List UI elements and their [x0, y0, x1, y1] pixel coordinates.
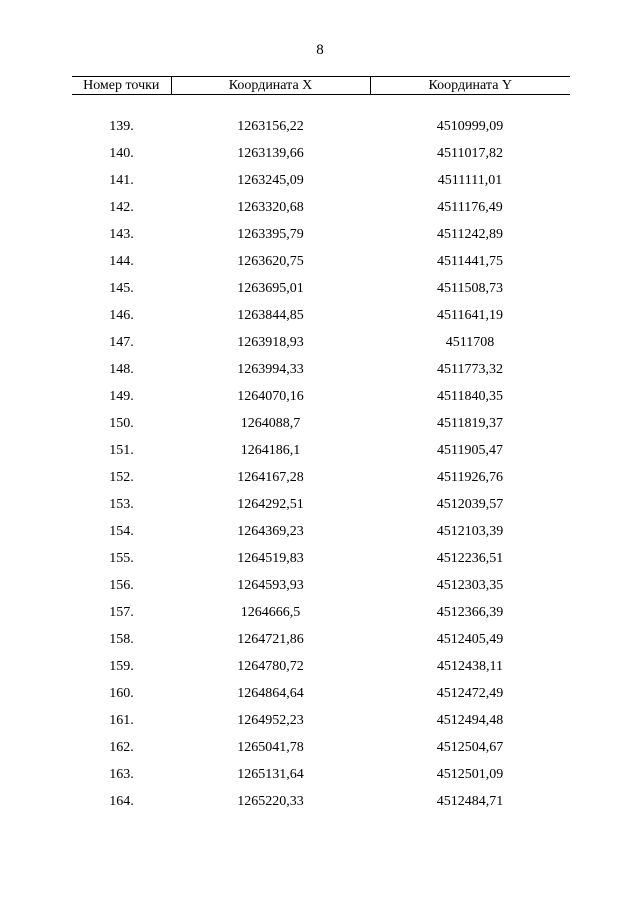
header-point-number: Номер точки [72, 77, 171, 95]
cell-point-number: 158. [109, 632, 134, 647]
cell-coordinate-x: 1264666,5 [240, 605, 301, 620]
table-header-row [72, 77, 570, 95]
table-row [72, 410, 570, 437]
cell-point-number: 156. [109, 578, 134, 593]
table-row [72, 707, 570, 734]
table-row [72, 680, 570, 707]
cell-coordinate-y: 4512405,49 [436, 632, 504, 647]
cell-point-number: 161. [109, 713, 134, 728]
cell-coordinate-x: 1263918,93 [237, 335, 304, 350]
cell-coordinate-x: 1263395,79 [237, 227, 304, 242]
cell-coordinate-x: 1265220,33 [237, 794, 304, 809]
cell-point-number: 152. [109, 470, 134, 485]
table-row [72, 572, 570, 599]
cell-point-number: 164. [109, 794, 134, 809]
cell-coordinate-y: 4511905,47 [437, 443, 503, 458]
cell-coordinate-x: 1264519,83 [237, 551, 304, 566]
header-coordinate-x: Координата X [171, 77, 370, 95]
cell-coordinate-x: 1263156,22 [237, 119, 304, 134]
table-row [72, 221, 570, 248]
table-row [72, 113, 570, 140]
cell-coordinate-y: 4512494,48 [436, 713, 504, 728]
cell-point-number: 144. [109, 254, 134, 269]
cell-coordinate-y: 4512472,49 [436, 686, 504, 701]
table-row [72, 167, 570, 194]
cell-coordinate-x: 1264780,72 [237, 659, 304, 674]
cell-coordinate-x: 1264070,16 [237, 389, 304, 404]
cell-coordinate-y: 4511242,89 [437, 227, 503, 242]
cell-coordinate-x: 1264952,23 [237, 713, 304, 728]
cell-coordinate-x: 1263844,85 [237, 308, 304, 323]
cell-coordinate-y: 4511641,19 [437, 308, 503, 323]
table-row [72, 437, 570, 464]
cell-coordinate-x: 1264292,51 [237, 497, 304, 512]
table-row [72, 599, 570, 626]
table-row [72, 302, 570, 329]
table-body [72, 95, 570, 816]
cell-coordinate-x: 1264186,1 [240, 443, 301, 458]
table-row [72, 140, 570, 167]
page-number: 8 [316, 42, 324, 58]
table-row [72, 194, 570, 221]
cell-coordinate-x: 1264593,93 [237, 578, 304, 593]
cell-coordinate-y: 4512236,51 [436, 551, 504, 566]
cell-coordinate-x: 1265131,64 [237, 767, 304, 782]
cell-point-number: 148. [109, 362, 134, 377]
cell-coordinate-y: 4512366,39 [436, 605, 504, 620]
cell-coordinate-x: 1264088,7 [240, 416, 301, 431]
cell-coordinate-x: 1265041,78 [237, 740, 304, 755]
cell-coordinate-x: 1263139,66 [237, 146, 304, 161]
cell-coordinate-y: 4512504,67 [436, 740, 504, 755]
cell-coordinate-x: 1263994,33 [237, 362, 304, 377]
table-spacer-row [72, 95, 570, 114]
table-row [72, 275, 570, 302]
table-row [72, 761, 570, 788]
table-row [72, 788, 570, 815]
cell-point-number: 151. [109, 443, 134, 458]
cell-point-number: 141. [109, 173, 134, 188]
cell-point-number: 139. [109, 119, 134, 134]
cell-point-number: 155. [109, 551, 134, 566]
cell-point-number: 147. [109, 335, 134, 350]
table-row [72, 545, 570, 572]
cell-coordinate-y: 4512039,57 [436, 497, 504, 512]
cell-coordinate-y: 4512438,11 [437, 659, 503, 674]
cell-coordinate-x: 1264721,86 [237, 632, 304, 647]
cell-coordinate-y: 4511017,82 [437, 146, 503, 161]
cell-coordinate-x: 1264167,28 [237, 470, 304, 485]
cell-coordinate-y: 4511708 [445, 335, 495, 350]
cell-coordinate-y: 4511111,01 [437, 173, 503, 188]
cell-point-number: 160. [109, 686, 134, 701]
cell-coordinate-y: 4511773,32 [437, 362, 503, 377]
cell-point-number: 146. [109, 308, 134, 323]
table-row [72, 491, 570, 518]
cell-coordinate-y: 4511840,35 [437, 389, 503, 404]
coordinates-table [72, 76, 570, 815]
cell-point-number: 150. [109, 416, 134, 431]
table-row [72, 653, 570, 680]
table-row [72, 329, 570, 356]
cell-coordinate-y: 4512484,71 [436, 794, 504, 809]
cell-coordinate-y: 4510999,09 [436, 119, 504, 134]
table-row [72, 356, 570, 383]
cell-point-number: 145. [109, 281, 134, 296]
cell-point-number: 163. [109, 767, 134, 782]
cell-coordinate-y: 4512103,39 [436, 524, 504, 539]
cell-coordinate-y: 4511441,75 [437, 254, 503, 269]
cell-point-number: 140. [109, 146, 134, 161]
cell-coordinate-y: 4511508,73 [437, 281, 503, 296]
cell-coordinate-x: 1263695,01 [237, 281, 304, 296]
cell-coordinate-x: 1264369,23 [237, 524, 304, 539]
cell-coordinate-y: 4511926,76 [437, 470, 503, 485]
table-row [72, 383, 570, 410]
cell-point-number: 153. [109, 497, 134, 512]
cell-point-number: 142. [109, 200, 134, 215]
cell-point-number: 157. [109, 605, 134, 620]
cell-coordinate-x: 1263320,68 [237, 200, 304, 215]
table-row [72, 248, 570, 275]
table-row [72, 464, 570, 491]
cell-point-number: 159. [109, 659, 134, 674]
cell-coordinate-y: 4511176,49 [437, 200, 503, 215]
cell-point-number: 154. [109, 524, 134, 539]
cell-coordinate-y: 4511819,37 [437, 416, 503, 431]
cell-coordinate-y: 4512501,09 [436, 767, 504, 782]
cell-point-number: 149. [109, 389, 134, 404]
table-row [72, 518, 570, 545]
cell-point-number: 143. [109, 227, 134, 242]
cell-coordinate-x: 1264864,64 [237, 686, 304, 701]
cell-coordinate-y: 4512303,35 [436, 578, 504, 593]
cell-point-number: 162. [109, 740, 134, 755]
header-coordinate-y: Координата Y [370, 77, 570, 95]
table-row [72, 626, 570, 653]
cell-coordinate-x: 1263620,75 [237, 254, 304, 269]
cell-coordinate-x: 1263245,09 [237, 173, 304, 188]
table-row [72, 734, 570, 761]
